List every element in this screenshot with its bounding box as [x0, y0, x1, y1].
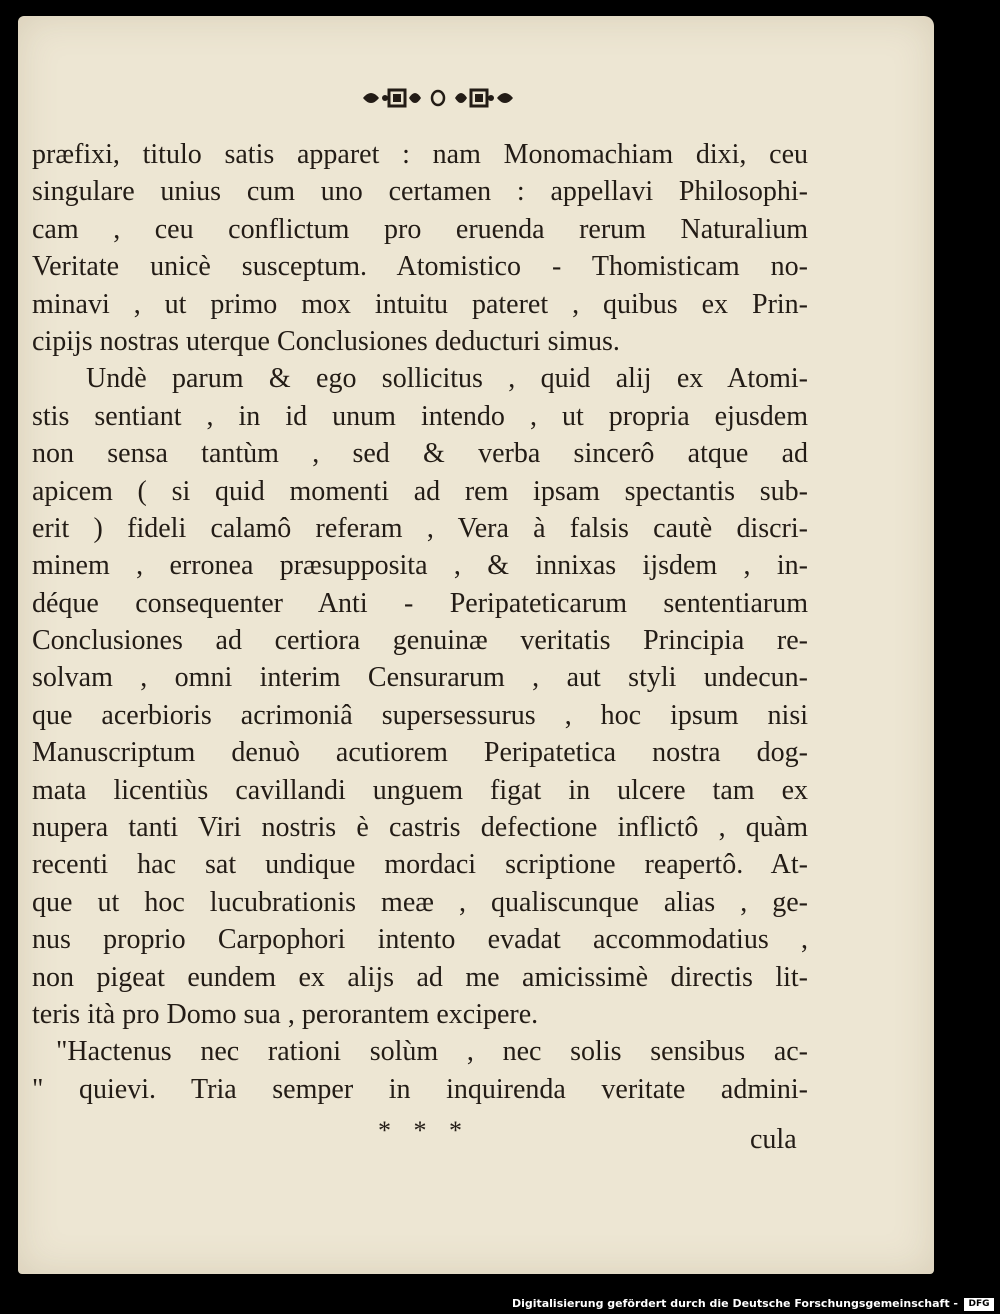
text-line: Undè parum & ego sollicitus , quid alij ex Atomi- — [86, 363, 808, 395]
text-line: solvam , omni interim Censurarum , aut styli undecun- — [32, 662, 808, 694]
text-line: cipijs nostras uterque Conclusiones deducturi simus. — [32, 325, 620, 357]
text-line: que ut hoc lucubrationis meæ , qualiscunque alias , ge- — [32, 886, 808, 918]
text-line: stis sentiant , in id unum intendo , ut propria ejusdem — [32, 400, 808, 432]
text-line: nus proprio Carpophori intento evadat accommodatius , — [32, 924, 808, 956]
text-line: teris ità pro Domo sua , perorantem excipere. — [32, 998, 539, 1030]
text-line: minem , erronea præsupposita , & innixas ijsdem , in- — [32, 550, 808, 582]
body-text — [32, 136, 808, 1108]
text-line: non pigeat eundem ex alijs ad me amicissimè directis lit- — [32, 961, 808, 993]
text-line: déque consequenter Anti - Peripateticarum sententiarum — [32, 587, 808, 619]
text-line: " quievi. Tria semper in inquirenda veritate admini- — [32, 1073, 808, 1105]
text-line: "Hactenus nec rationi solùm , nec solis sensibus ac- — [56, 1036, 808, 1068]
text-line: præfixi, titulo satis apparet : nam Monomachiam dixi, ceu — [32, 139, 808, 170]
text-line: mata licentiùs cavillandi unguem figat in ulcere tam ex — [32, 774, 808, 806]
text-line: erit ) fideli calamô referam , Vera à falsis cautè discri- — [32, 512, 808, 544]
text-line: apicem ( si quid momenti ad rem ipsam spectantis sub- — [32, 475, 808, 507]
signature-mark: * * * — [378, 1116, 470, 1145]
ornament-fleuron-icon — [353, 76, 523, 116]
text-line: Manuscriptum denuò acutiorem Peripatetica nostra dog- — [32, 737, 808, 769]
digitization-credit: Digitalisierung gefördert durch die Deutsche Forschungsgemeinschaft - — [511, 1297, 958, 1310]
text-line: recenti hac sat undique mordaci scriptione reapertô. At- — [32, 849, 808, 881]
text-line: Veritate unicè susceptum. Atomistico - Thomisticam no- — [32, 251, 808, 283]
text-line: singulare unius cum uno certamen : appellavi Philosophi- — [32, 176, 808, 208]
text-line: cam , ceu conflictum pro eruenda rerum Naturalium — [32, 213, 808, 245]
catchword: cula — [750, 1124, 797, 1155]
text-line: minavi , ut primo mox intuitu pateret , quibus ex Prin- — [32, 288, 808, 320]
dfg-logo: DFG — [964, 1298, 994, 1311]
text-line: non sensa tantùm , sed & verba sincerô atque ad — [32, 438, 808, 470]
text-line: nupera tanti Viri nostris è castris defectione inflictô , quàm — [32, 812, 808, 844]
book-page — [18, 16, 934, 1274]
text-line: que acerbioris acrimoniâ supersessurus , hoc ipsum nisi — [32, 699, 808, 731]
text-line: Conclusiones ad certiora genuinæ veritatis Principia re- — [32, 625, 808, 657]
